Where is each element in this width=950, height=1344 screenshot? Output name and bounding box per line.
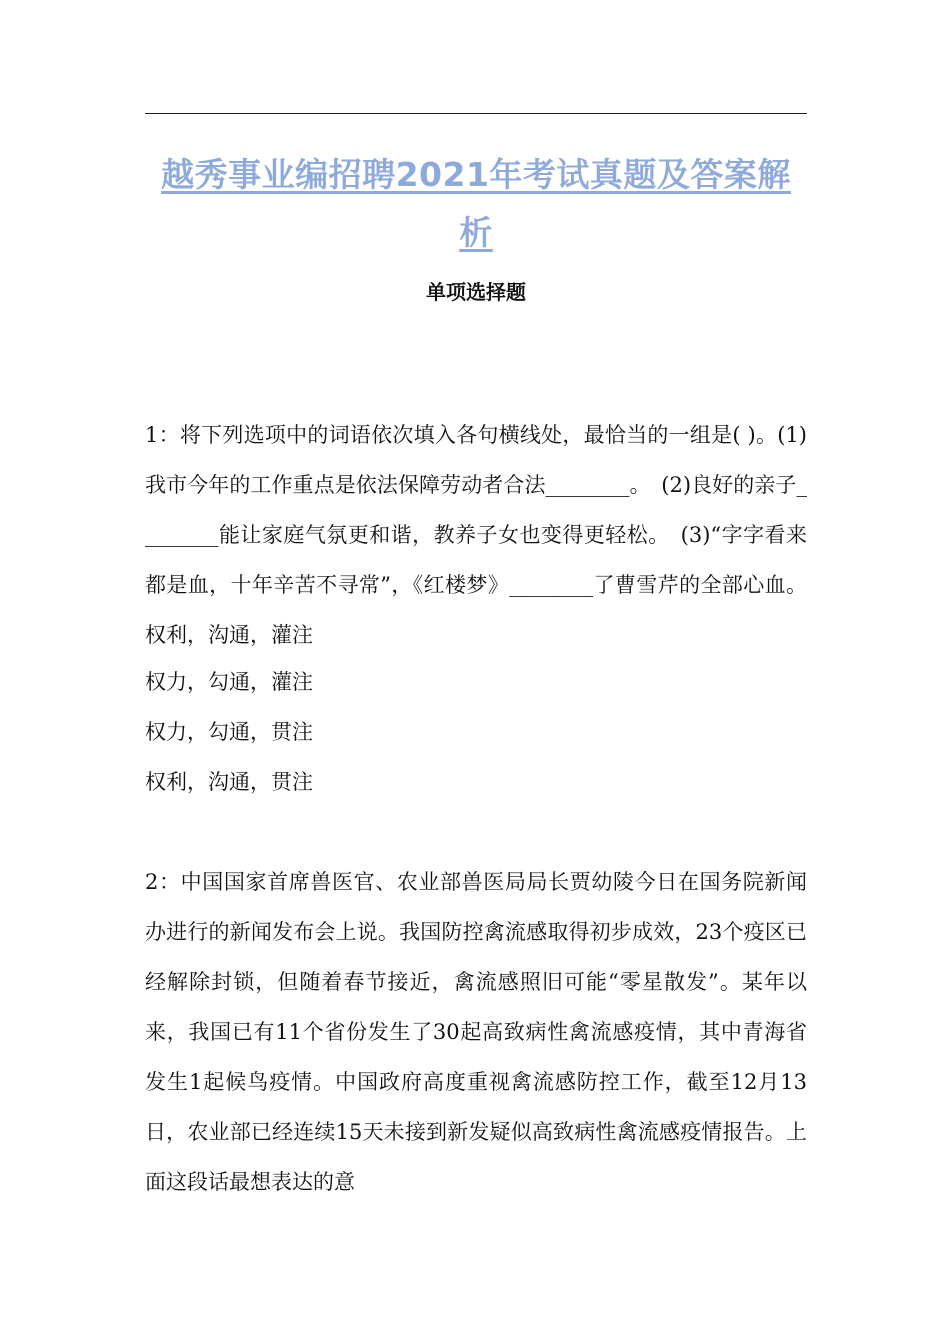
question-1-option: 权力，勾通，灌注 <box>145 670 313 694</box>
question-1-text: 1：将下列选项中的词语依次填入各句横线处，最恰当的一组是( )。(1)我市今年的工作重点是依法保障劳动者合法________。 (2)良好的亲子________能让家庭气氛更和谐，教养子女也变得更轻松。 (3)“字字看来都是血，十年辛苦不寻常”，《红楼梦》________了曹雪芹的全部心血。权利，沟通，灌注 <box>145 423 807 647</box>
question-2-text: 2：中国国家首席兽医官、农业部兽医局局长贾幼陵今日在国务院新闻办进行的新闻发布会上说。我国防控禽流感取得初步成效，23个疫区已经解除封锁，但随着春节接近，禽流感照旧可能“零星散发”。某年以来，我国已有11个省份发生了30起高致病性禽流感疫情，其中青海省发生1起候鸟疫情。中国政府高度重视禽流感防控工作，截至12月13日，农业部已经连续15天未接到新发疑似高致病性禽流感疫情报告。上面这段话最想表达的意 <box>145 870 807 1194</box>
header-divider <box>145 113 807 114</box>
question-1-option: 权利，沟通，贯注 <box>145 770 313 794</box>
document-title[interactable]: 越秀事业编招聘2021年考试真题及答案解析 <box>161 155 791 252</box>
question-1-option: 权力，勾通，贯注 <box>145 720 313 744</box>
section-heading: 单项选择题 <box>426 280 526 304</box>
